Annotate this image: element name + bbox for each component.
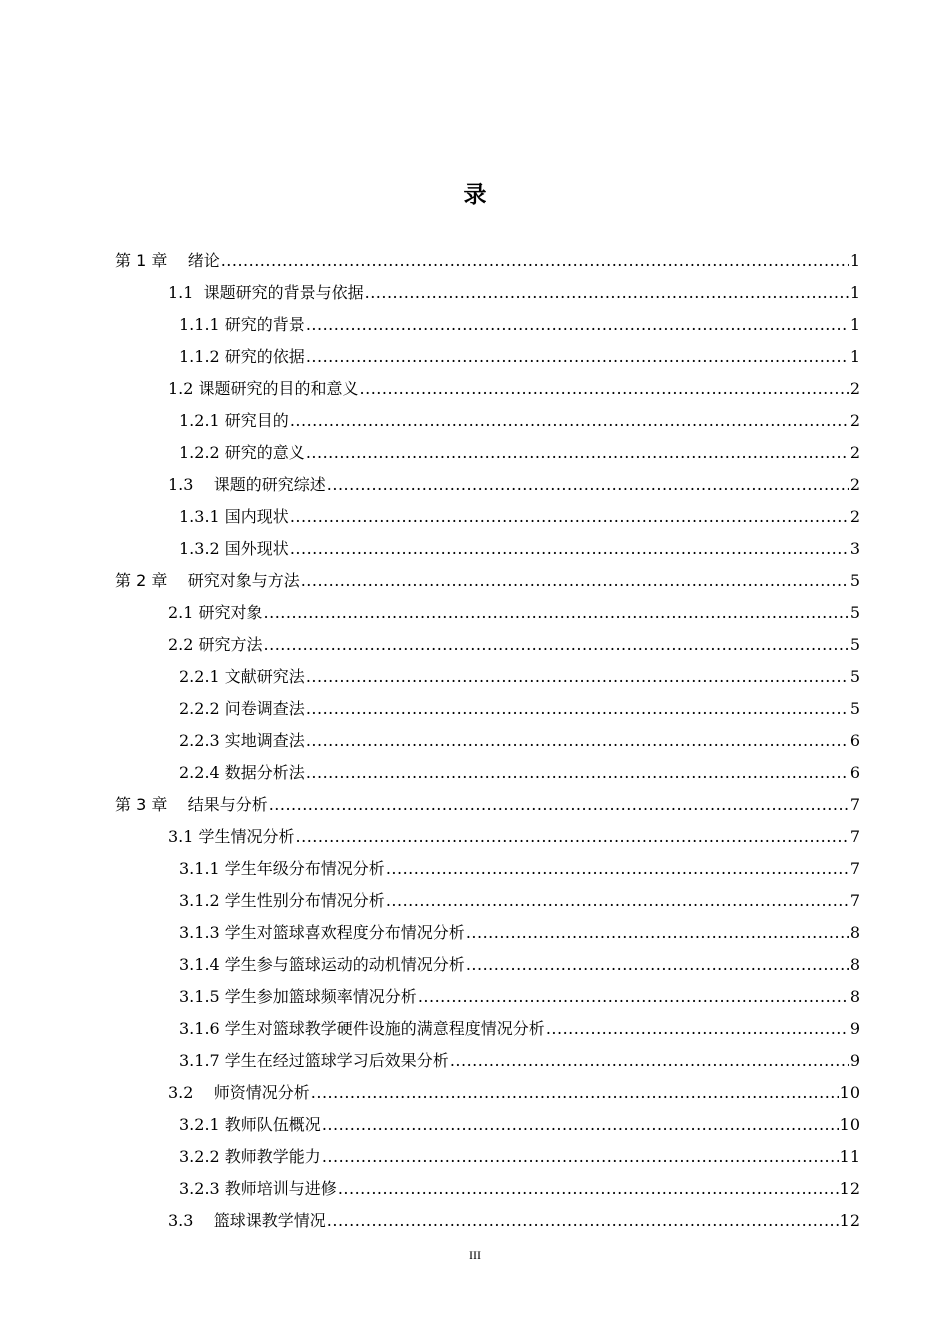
toc-entry[interactable] [0,661,950,693]
toc-entry-label: 3.1.5 学生参加篮球频率情况分析 [179,987,417,1006]
toc-dot-leader [386,885,849,917]
toc-entry-page-number: 7 [849,891,860,910]
toc-dot-leader [264,597,849,629]
toc-entry-page-number: 2 [849,507,860,526]
toc-entry[interactable] [0,597,950,629]
toc-entry[interactable] [0,373,950,405]
toc-entry[interactable] [0,1141,950,1173]
toc-entry-label: 2.1 研究对象 [168,603,263,622]
toc-entry-label: 1.3.1 国内现状 [179,507,289,526]
toc-entry-label: 1.3 课题的研究综述 [168,475,326,494]
toc-entry[interactable] [0,437,950,469]
toc-entry-page-number: 3 [849,539,860,558]
toc-entry-label: 3.2.1 教师队伍概况 [179,1115,321,1134]
toc-dot-leader [264,629,849,661]
toc-entry-label: 1.1.2 研究的依据 [179,347,305,366]
toc-entry-label: 3.1.7 学生在经过篮球学习后效果分析 [179,1051,449,1070]
toc-entry-label: 3.1.4 学生参与篮球运动的动机情况分析 [179,955,465,974]
toc-dot-leader [290,405,849,437]
toc-dot-leader [301,565,849,597]
toc-entry-label: 2.2.1 文献研究法 [179,667,305,686]
toc-dot-leader [306,693,849,725]
toc-entry[interactable] [0,1045,950,1077]
toc-entry-page-number: 10 [839,1083,860,1102]
toc-entry[interactable] [0,1173,950,1205]
toc-entry-page-number: 9 [849,1051,860,1070]
toc-entry[interactable] [0,853,950,885]
toc-entry-label: 第 2 章 研究对象与方法 [115,571,300,590]
toc-dot-leader [306,725,849,757]
toc-entry-page-number: 8 [849,987,860,1006]
toc-dot-leader [338,1173,839,1205]
toc-entry-label: 1.3.2 国外现状 [179,539,289,558]
toc-entry[interactable] [0,1205,950,1237]
toc-entry-label: 2.2.2 问卷调查法 [179,699,305,718]
toc-entry[interactable] [0,1077,950,1109]
toc-entry-label: 2.2.3 实地调查法 [179,731,305,750]
toc-entry[interactable] [0,1109,950,1141]
toc-dot-leader [306,309,849,341]
toc-entry-page-number: 1 [849,251,860,270]
toc-entry-page-number: 1 [849,347,860,366]
toc-entry-page-number: 5 [849,571,860,590]
toc-entry[interactable] [0,725,950,757]
toc-entry[interactable] [0,1013,950,1045]
toc-entry-page-number: 5 [849,699,860,718]
toc-entry-label: 3.1.1 学生年级分布情况分析 [179,859,385,878]
toc-dot-leader [450,1045,849,1077]
toc-entry-page-number: 6 [849,763,860,782]
toc-dot-leader [327,1205,839,1237]
toc-entry-label: 3.2.3 教师培训与进修 [179,1179,337,1198]
toc-entry-page-number: 12 [839,1211,860,1230]
toc-dot-leader [306,341,849,373]
toc-entry-label: 3.1.6 学生对篮球教学硬件设施的满意程度情况分析 [179,1019,545,1038]
footer-page-number: III [469,1248,481,1262]
toc-entry-label: 1.1 课题研究的背景与依据 [168,283,364,302]
toc-entry-page-number: 7 [849,859,860,878]
toc-dot-leader [546,1013,849,1045]
toc-dot-leader [269,789,849,821]
toc-entry-label: 2.2 研究方法 [168,635,263,654]
toc-dot-leader [311,1077,839,1109]
toc-dot-leader [365,277,849,309]
toc-entry-page-number: 9 [849,1019,860,1038]
toc-title: 录 [463,182,487,208]
toc-entry[interactable] [0,501,950,533]
toc-dot-leader [221,245,849,277]
toc-entry[interactable] [0,341,950,373]
toc-entry-label: 第 1 章 绪论 [115,251,220,270]
toc-entry[interactable] [0,629,950,661]
toc-entry-page-number: 7 [849,795,860,814]
toc-entry-label: 3.1.2 学生性别分布情况分析 [179,891,385,910]
toc-entry-label: 3.1.3 学生对篮球喜欢程度分布情况分析 [179,923,465,942]
toc-entry-page-number: 8 [849,955,860,974]
toc-dot-leader [322,1109,839,1141]
toc-entry[interactable] [0,405,950,437]
toc-entry-page-number: 12 [839,1179,860,1198]
toc-entry-label: 3.1 学生情况分析 [168,827,295,846]
toc-entry[interactable] [0,469,950,501]
toc-entry-page-number: 2 [849,411,860,430]
toc-entry-label: 3.2 师资情况分析 [168,1083,310,1102]
toc-entry-page-number: 5 [849,603,860,622]
toc-dot-leader [290,501,849,533]
toc-entry-label: 1.2.2 研究的意义 [179,443,305,462]
toc-entry-page-number: 2 [849,379,860,398]
toc-entry-label: 2.2.4 数据分析法 [179,763,305,782]
toc-entry-page-number: 10 [839,1115,860,1134]
toc-entry[interactable] [0,693,950,725]
toc-dot-leader [360,373,849,405]
toc-dot-leader [466,917,849,949]
toc-entry-label: 第 3 章 结果与分析 [115,795,268,814]
toc-dot-leader [418,981,849,1013]
toc-dot-leader [327,469,849,501]
toc-entry-page-number: 11 [839,1147,860,1166]
table-of-contents [0,245,950,1237]
toc-entry[interactable] [0,917,950,949]
toc-dot-leader [306,661,849,693]
toc-entry[interactable] [0,789,950,821]
toc-entry[interactable] [0,245,950,277]
toc-dot-leader [290,533,849,565]
toc-dot-leader [296,821,849,853]
toc-entry-page-number: 2 [849,475,860,494]
toc-entry[interactable] [0,533,950,565]
toc-dot-leader [386,853,849,885]
toc-entry-page-number: 1 [849,315,860,334]
toc-entry-page-number: 5 [849,635,860,654]
toc-dot-leader [322,1141,839,1173]
toc-dot-leader [306,757,849,789]
toc-entry-page-number: 1 [849,283,860,302]
toc-entry-page-number: 7 [849,827,860,846]
toc-entry[interactable] [0,885,950,917]
toc-entry-label: 3.2.2 教师教学能力 [179,1147,321,1166]
toc-entry[interactable] [0,565,950,597]
toc-entry-label: 1.2.1 研究目的 [179,411,289,430]
toc-entry[interactable] [0,277,950,309]
toc-entry-page-number: 6 [849,731,860,750]
toc-entry[interactable] [0,309,950,341]
toc-entry-label: 3.3 篮球课教学情况 [168,1211,326,1230]
toc-entry-label: 1.1.1 研究的背景 [179,315,305,334]
toc-entry[interactable] [0,821,950,853]
toc-entry-page-number: 8 [849,923,860,942]
toc-entry[interactable] [0,981,950,1013]
toc-entry-label: 1.2 课题研究的目的和意义 [168,379,359,398]
toc-dot-leader [306,437,849,469]
toc-entry-page-number: 2 [849,443,860,462]
toc-entry-page-number: 5 [849,667,860,686]
toc-entry[interactable] [0,757,950,789]
toc-dot-leader [466,949,849,981]
toc-entry[interactable] [0,949,950,981]
